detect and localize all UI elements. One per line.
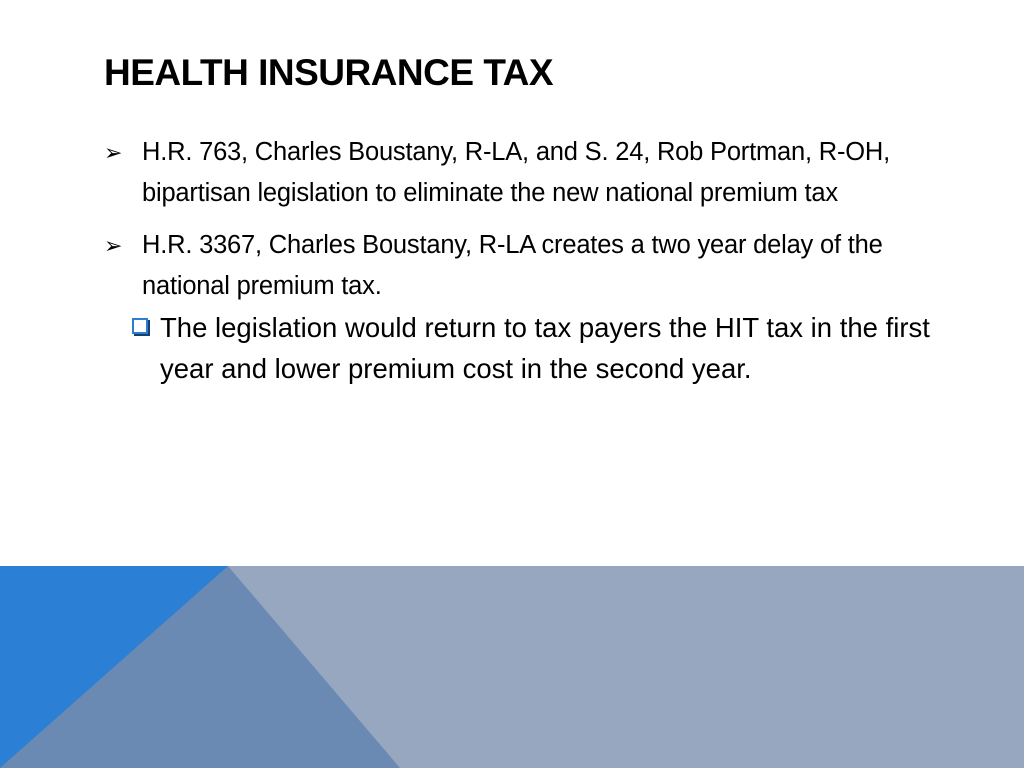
slide-title: HEALTH INSURANCE TAX <box>104 52 554 93</box>
decorative-footer-band <box>0 566 1024 768</box>
arrowhead-bullet-icon: ➢ <box>104 233 123 258</box>
arrowhead-bullet-icon: ➢ <box>104 140 123 165</box>
bullet-item-1 <box>104 132 934 214</box>
sub-bullet-text: The legislation would return to tax payers the HIT tax in the first year and lower premium cost in the second year. <box>160 312 930 384</box>
bullet-item-2 <box>104 225 934 307</box>
hollow-square-bullet-icon <box>132 318 148 334</box>
slide-content <box>104 132 934 389</box>
sub-bullet-item <box>130 307 934 389</box>
bullet-text-2: H.R. 3367, Charles Boustany, R-LA creates a two year delay of the national premium tax. <box>142 231 883 300</box>
bullet-text-1: H.R. 763, Charles Boustany, R-LA, and S. 24, Rob Portman, R-OH, bipartisan legislation to eliminate the new national premium tax <box>142 138 891 207</box>
